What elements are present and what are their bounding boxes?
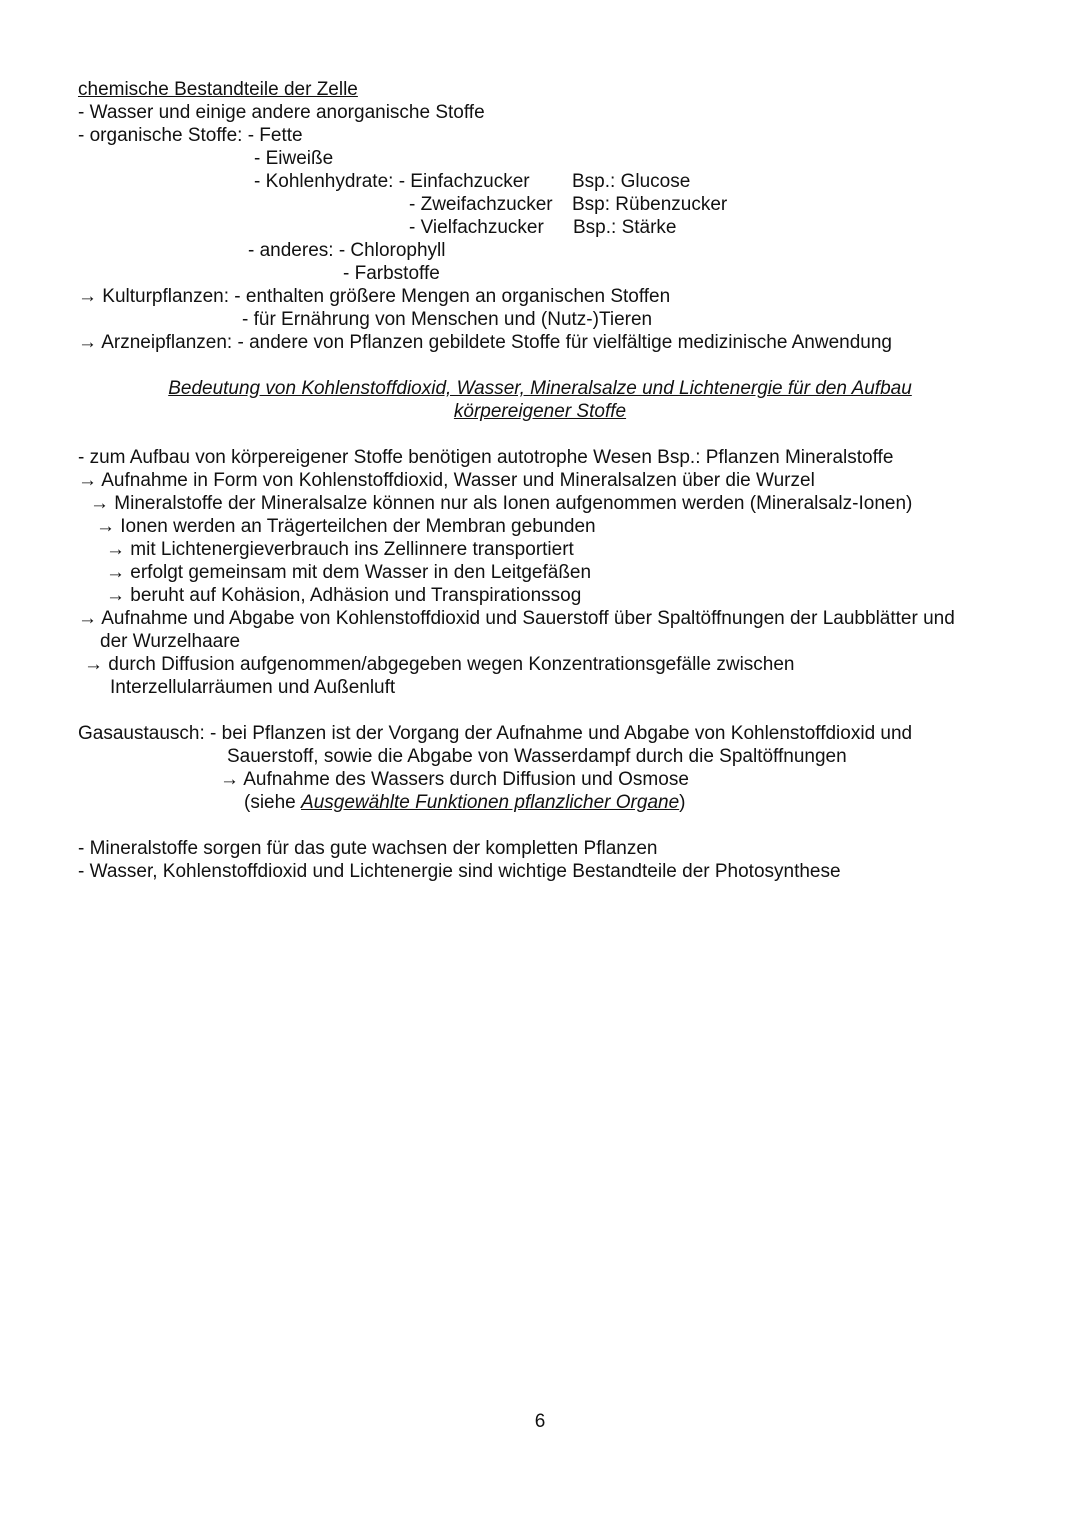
section-title-continued: körpereigener Stoffe [453,401,627,422]
text-line: → beruht auf Kohäsion, Adhäsion und Transpirationssog [106,585,582,606]
text-line: - Eiweiße [254,148,334,169]
text-line: - Farbstoffe [343,263,440,284]
text-line: - Zweifachzucker [409,194,553,215]
text-line: → erfolgt gemeinsam mit dem Wasser in den Leitgefäßen [106,562,592,583]
text-line: - Wasser und einige andere anorganische Stoffe [78,102,485,123]
text-line: - zum Aufbau von körpereigener Stoffe benötigen autotrophe Wesen Bsp.: Pflanzen Mineralstoffe [78,447,894,468]
text-line-example: Bsp.: Stärke [573,217,677,238]
reference-prefix: (siehe [244,792,302,813]
text-line: der Wurzelhaare [100,631,241,652]
text-line: → Ionen werden an Trägerteilchen der Membran gebunden [96,516,596,537]
text-line: Gasaustausch: - bei Pflanzen ist der Vorgang der Aufnahme und Abgabe von Kohlenstoffdioxid und [78,723,913,744]
text-line: - Vielfachzucker [409,217,544,238]
text-line: - Kohlenhydrate: - Einfachzucker [254,171,530,192]
text-line: → Arzneipflanzen: - andere von Pflanzen gebildete Stoffe für vielfältige medizinische Anwendung [78,332,892,353]
text-line: - organische Stoffe: - Fette [78,125,303,146]
text-line: - anderes: - Chlorophyll [248,240,446,261]
text-line: → durch Diffusion aufgenommen/abgegeben wegen Konzentrationsgefälle zwischen [84,654,795,675]
text-line: → Aufnahme in Form von Kohlenstoffdioxid, Wasser und Mineralsalzen über die Wurzel [78,470,815,491]
text-line: → Aufnahme des Wassers durch Diffusion und Osmose [220,769,689,790]
reference-suffix: ) [679,792,686,813]
text-line-example: Bsp.: Glucose [572,171,691,192]
text-line: - Mineralstoffe sorgen für das gute wachsen der kompletten Pflanzen [78,838,658,859]
text-line: - für Ernährung von Menschen und (Nutz-)Tieren [242,309,653,330]
text-line: → Mineralstoffe der Mineralsalze können nur als Ionen aufgenommen werden (Mineralsalz-Ionen) [90,493,913,514]
section-title: Bedeutung von Kohlenstoffdioxid, Wasser, Mineralsalze und Lichtenergie für den Aufbau [168,378,912,399]
text-line: Interzellularräumen und Außenluft [110,677,396,698]
text-line: Sauerstoff, sowie die Abgabe von Wasserdampf durch die Spaltöffnungen [227,746,847,767]
page-number: 6 [534,1411,546,1432]
reference-link[interactable]: Ausgewählte Funktionen pflanzlicher Organe [301,792,680,813]
section-heading-chemische-bestandteile: chemische Bestandteile der Zelle [78,79,358,100]
text-line: → Aufnahme und Abgabe von Kohlenstoffdioxid und Sauerstoff über Spaltöffnungen der Laubblätter und [78,608,955,629]
text-line: → mit Lichtenergieverbrauch ins Zellinnere transportiert [106,539,574,560]
text-line: - Wasser, Kohlenstoffdioxid und Lichtenergie sind wichtige Bestandteile der Photosynthese [78,861,841,882]
text-line: → Kulturpflanzen: - enthalten größere Mengen an organischen Stoffen [78,286,671,307]
text-line-example: Bsp: Rübenzucker [572,194,728,215]
reference-line [244,791,685,814]
